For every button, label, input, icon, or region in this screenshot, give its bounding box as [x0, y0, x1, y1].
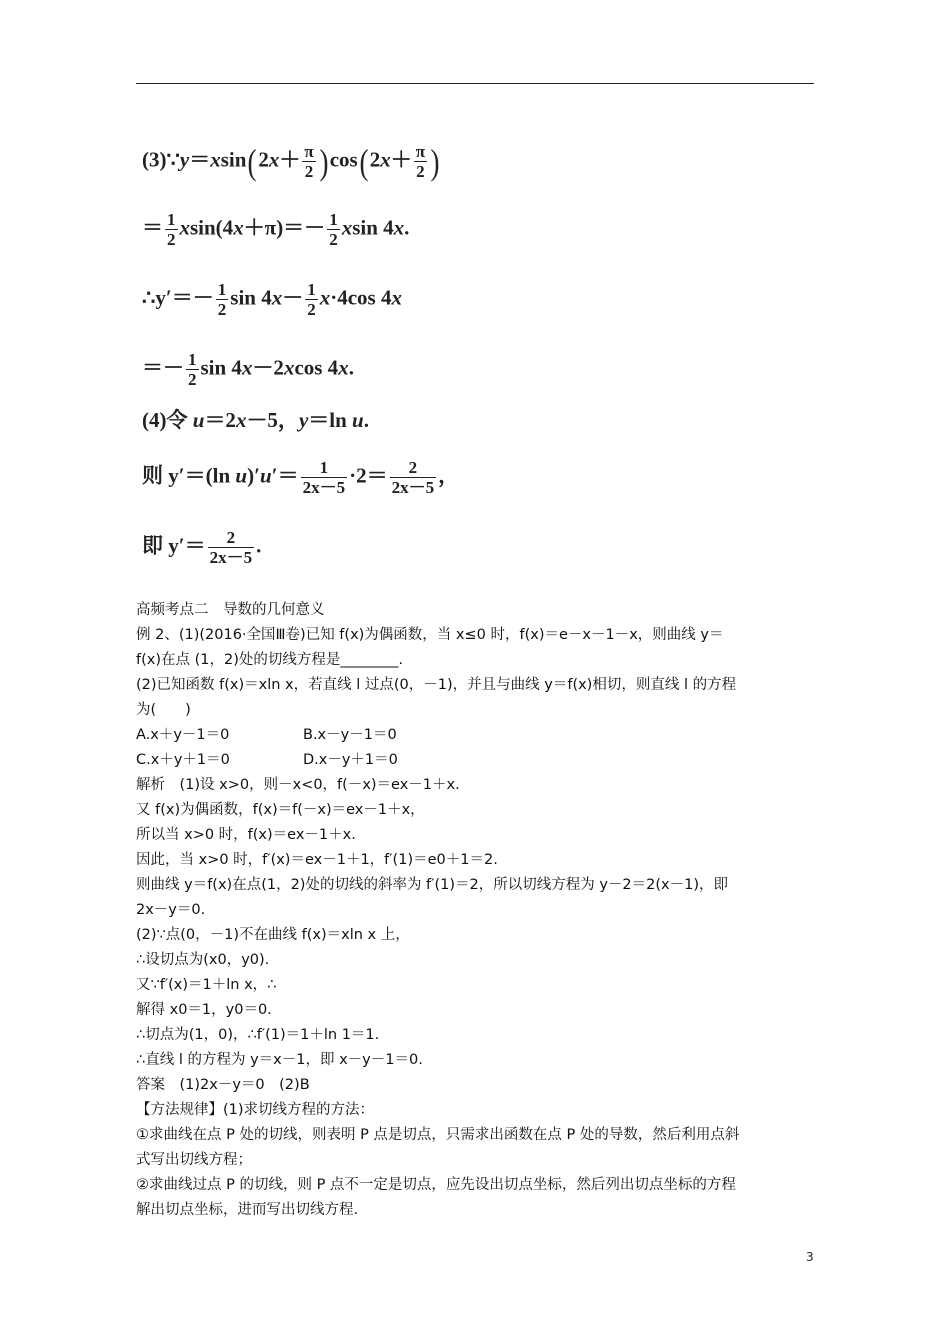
text-line: ∴直线 l 的方程为 y＝x－1，即 x－y－1＝0. [136, 1052, 423, 1068]
text-line: (2)已知函数 f(x)＝xln x，若直线 l 过点(0，－1)，并且与曲线 y＝f(x)相切，则直线 l 的方程 [136, 677, 737, 693]
option-c: C.x＋y＋1＝0 [136, 752, 230, 768]
text-line: ①求曲线在点 P 处的切线，则表明 P 点是切点，只需求出函数在点 P 处的导数，然后利用点斜 [136, 1127, 740, 1143]
text-line: 解析 (1)设 x>0，则－x<0，f(－x)＝ex－1＋x. [136, 777, 460, 793]
section-heading: 高频考点二 导数的几何意义 [136, 602, 325, 618]
equation-line: 即 y′＝ $\frac{2}{2x-5}$ . [142, 528, 262, 567]
equation-line: ∴y′＝－ $\frac{1}{2}$ sin 4x－ $\frac{1}{2}$ x·4cos 4x [142, 280, 402, 319]
equation-line: (3)∵y＝xsin(2x＋ $\frac{\pi}{2}$ )cos(2x＋ $\frac{\pi}{2}$ ) [142, 141, 440, 182]
equation-line: ＝－ $\frac{1}{2}$ sin 4x－2xcos 4x. [142, 350, 354, 389]
equation-line: (4)令 u＝2x－5，y＝ln u. [142, 408, 369, 432]
equation-line: ＝ $\frac{1}{2}$ xsin(4x＋π)＝－ $\frac{1}{2}$ xsin 4x. [142, 210, 410, 249]
answer-line: 答案 (1)2x－y＝0 (2)B [136, 1077, 310, 1093]
text-line: 例 2、(1)(2016·全国Ⅲ卷)已知 f(x)为偶函数，当 x≤0 时，f(x)＝e－x－1－x，则曲线 y＝ [136, 627, 724, 643]
text-line: ∴设切点为(x0，y0). [136, 952, 270, 968]
text-line: 式写出切线方程； [136, 1152, 252, 1168]
text-line: 又∵f′(x)＝1＋ln x，∴ [136, 977, 277, 993]
text-line: ②求曲线过点 P 的切线，则 P 点不一定是切点，应先设出切点坐标，然后列出切点坐标的方程 [136, 1177, 736, 1193]
text-line: ∴切点为(1，0)，∴f′(1)＝1＋ln 1＝1. [136, 1027, 380, 1043]
text-line: (2)∵点(0，－1)不在曲线 f(x)＝xln x 上， [136, 927, 410, 943]
option-d: D.x－y＋1＝0 [303, 752, 398, 768]
header-rule [136, 83, 814, 84]
option-a: A.x＋y－1＝0 [136, 727, 230, 743]
text-line: 所以当 x>0 时，f(x)＝ex－1＋x. [136, 827, 356, 843]
text-line: 解出切点坐标，进而写出切线方程. [136, 1202, 359, 1218]
text-line: 2x－y＝0. [136, 902, 206, 918]
page-number: 3 [806, 1250, 814, 1264]
equation-line: 则 y′＝(ln u)′u′＝ $\frac{1}{2x-5}$ ·2＝ $\frac{2}{2x-5}$ ， [142, 458, 460, 497]
text-line: 则曲线 y＝f(x)在点(1，2)处的切线的斜率为 f′(1)＝2，所以切线方程为 y－2＝2(x－1)，即 [136, 877, 728, 893]
text-line: 为( ) [136, 702, 191, 718]
text-line: 因此，当 x>0 时，f′(x)＝ex－1＋1，f′(1)＝e0＋1＝2. [136, 852, 498, 868]
option-b: B.x－y－1＝0 [303, 727, 397, 743]
text-line: f(x)在点 (1，2)处的切线方程是________. [136, 652, 403, 668]
text-line: 解得 x0＝1，y0＝0. [136, 1002, 272, 1018]
text-line: 又 f(x)为偶函数，f(x)＝f(－x)＝ex－1＋x， [136, 802, 425, 818]
method-heading: 【方法规律】(1)求切线方程的方法： [136, 1102, 375, 1118]
